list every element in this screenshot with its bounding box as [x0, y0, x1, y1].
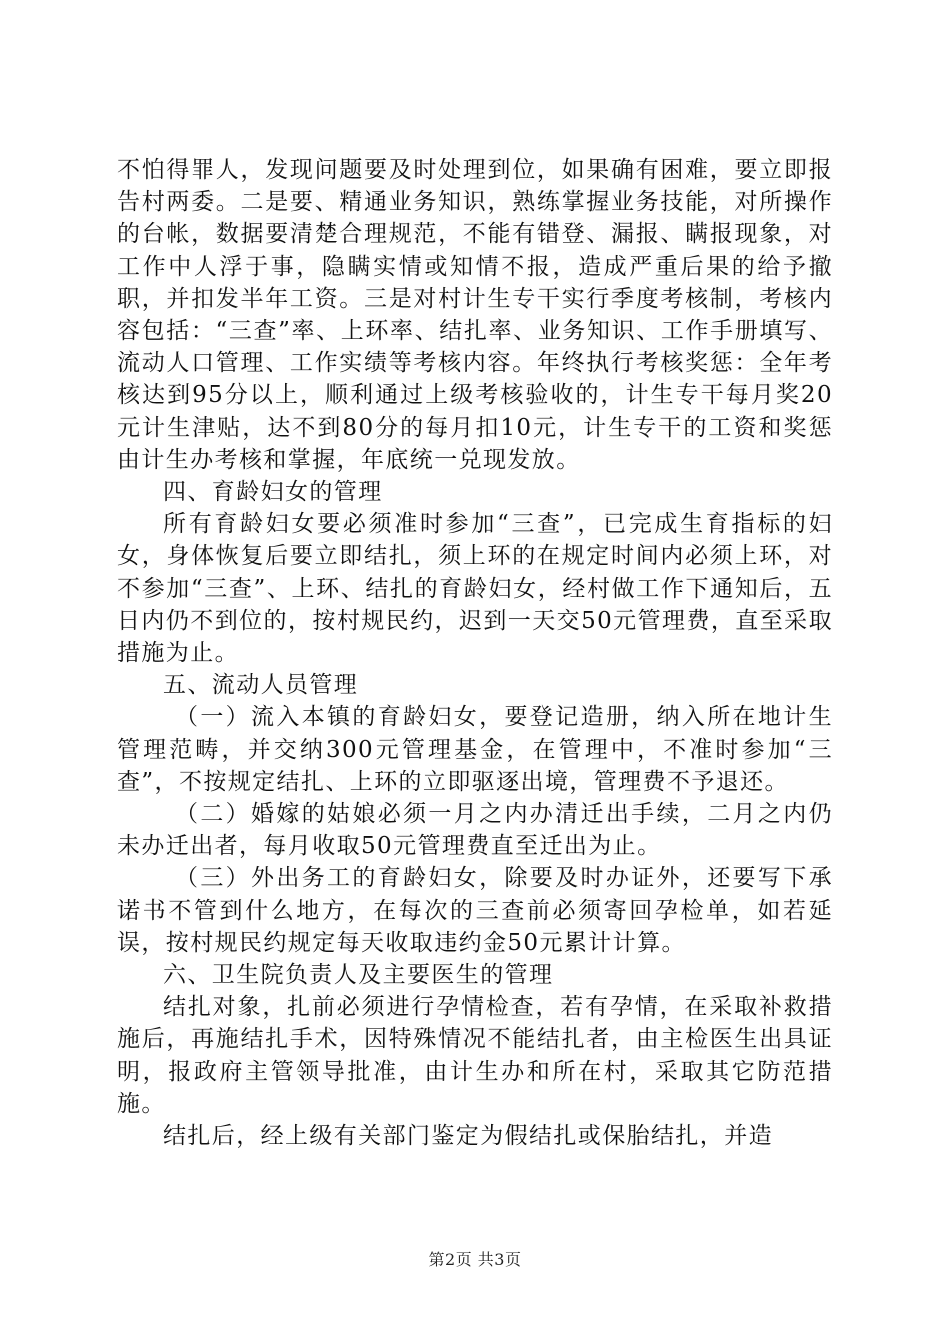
paragraph-hospital-1: 结扎对象，扎前必须进行孕情检查，若有孕情，在采取补救措施后，再施结扎手术，因特殊情况不能结扎者，由主检医生出具证明，报政府主管领导批准，由计生办和所在村，采取其它防范措施。 — [117, 994, 833, 1117]
section-heading-migrants: 五、流动人员管理 — [163, 672, 359, 699]
page-footer: 第2页 共3页 — [428, 1250, 522, 1269]
paragraph-migrants-2: （二）婚嫁的姑娘必须一月之内办清迁出手续，二月之内仍未办迁出者，每月收取50元管理费直至迁出为止。 — [117, 801, 833, 860]
paragraph-women-management: 所有育龄妇女要必须准时参加“三查”，已完成生育指标的妇女，身体恢复后要立即结扎，须上环的在规定时间内必须上环，对不参加“三查”、上环、结扎的育龄妇女，经村做工作下通知后，五日内仍不到位的，按村规民约，迟到一天交50元管理费，直至采取措施为止。 — [117, 511, 833, 667]
paragraph-migrants-1: （一）流入本镇的育龄妇女，要登记造册，纳入所在地计生管理范畴，并交纳300元管理基金，在管理中，不准时参加“三查”，不按规定结扎、上环的立即驱逐出境，管理费不予退还。 — [117, 704, 833, 795]
paragraph-migrants-3: （三）外出务工的育龄妇女，除要及时办证外，还要写下承诺书不管到什么地方，在每次的三查前必须寄回孕检单，如若延误，按村规民约规定每天收取违约金50元累计计算。 — [117, 865, 833, 956]
paragraph-hospital-2: 结扎后，经上级有关部门鉴定为假结扎或保胎结扎，并造 — [163, 1123, 773, 1150]
section-heading-hospital: 六、卫生院负责人及主要医生的管理 — [163, 962, 554, 989]
paragraph-assessment: 不怕得罪人，发现问题要及时处理到位，如果确有困难，要立即报告村两委。二是要、精通业务知识，熟练掌握业务技能，对所操作的台帐，数据要清楚合理规范，不能有错登、漏报、瞒报现象，对工作中人浮于事，隐瞒实情或知情不报，造成严重后果的给予撤职，并扣发半年工资。三是对村计生专干实行季度考核制，考核内容包括：“三查”率、上环率、结扎率、业务知识、工作手册填写、流动人口管理、工作实绩等考核内容。年终执行考核奖惩：全年考核达到95分以上，顺利通过上级考核验收的，计生专干每月奖20元计生津贴，达不到80分的每月扣10元，计生专干的工资和奖惩由计生办考核和掌握，年底统一兑现发放。 — [117, 157, 833, 473]
section-heading-women: 四、育龄妇女的管理 — [163, 479, 383, 506]
document-body — [117, 154, 833, 1152]
